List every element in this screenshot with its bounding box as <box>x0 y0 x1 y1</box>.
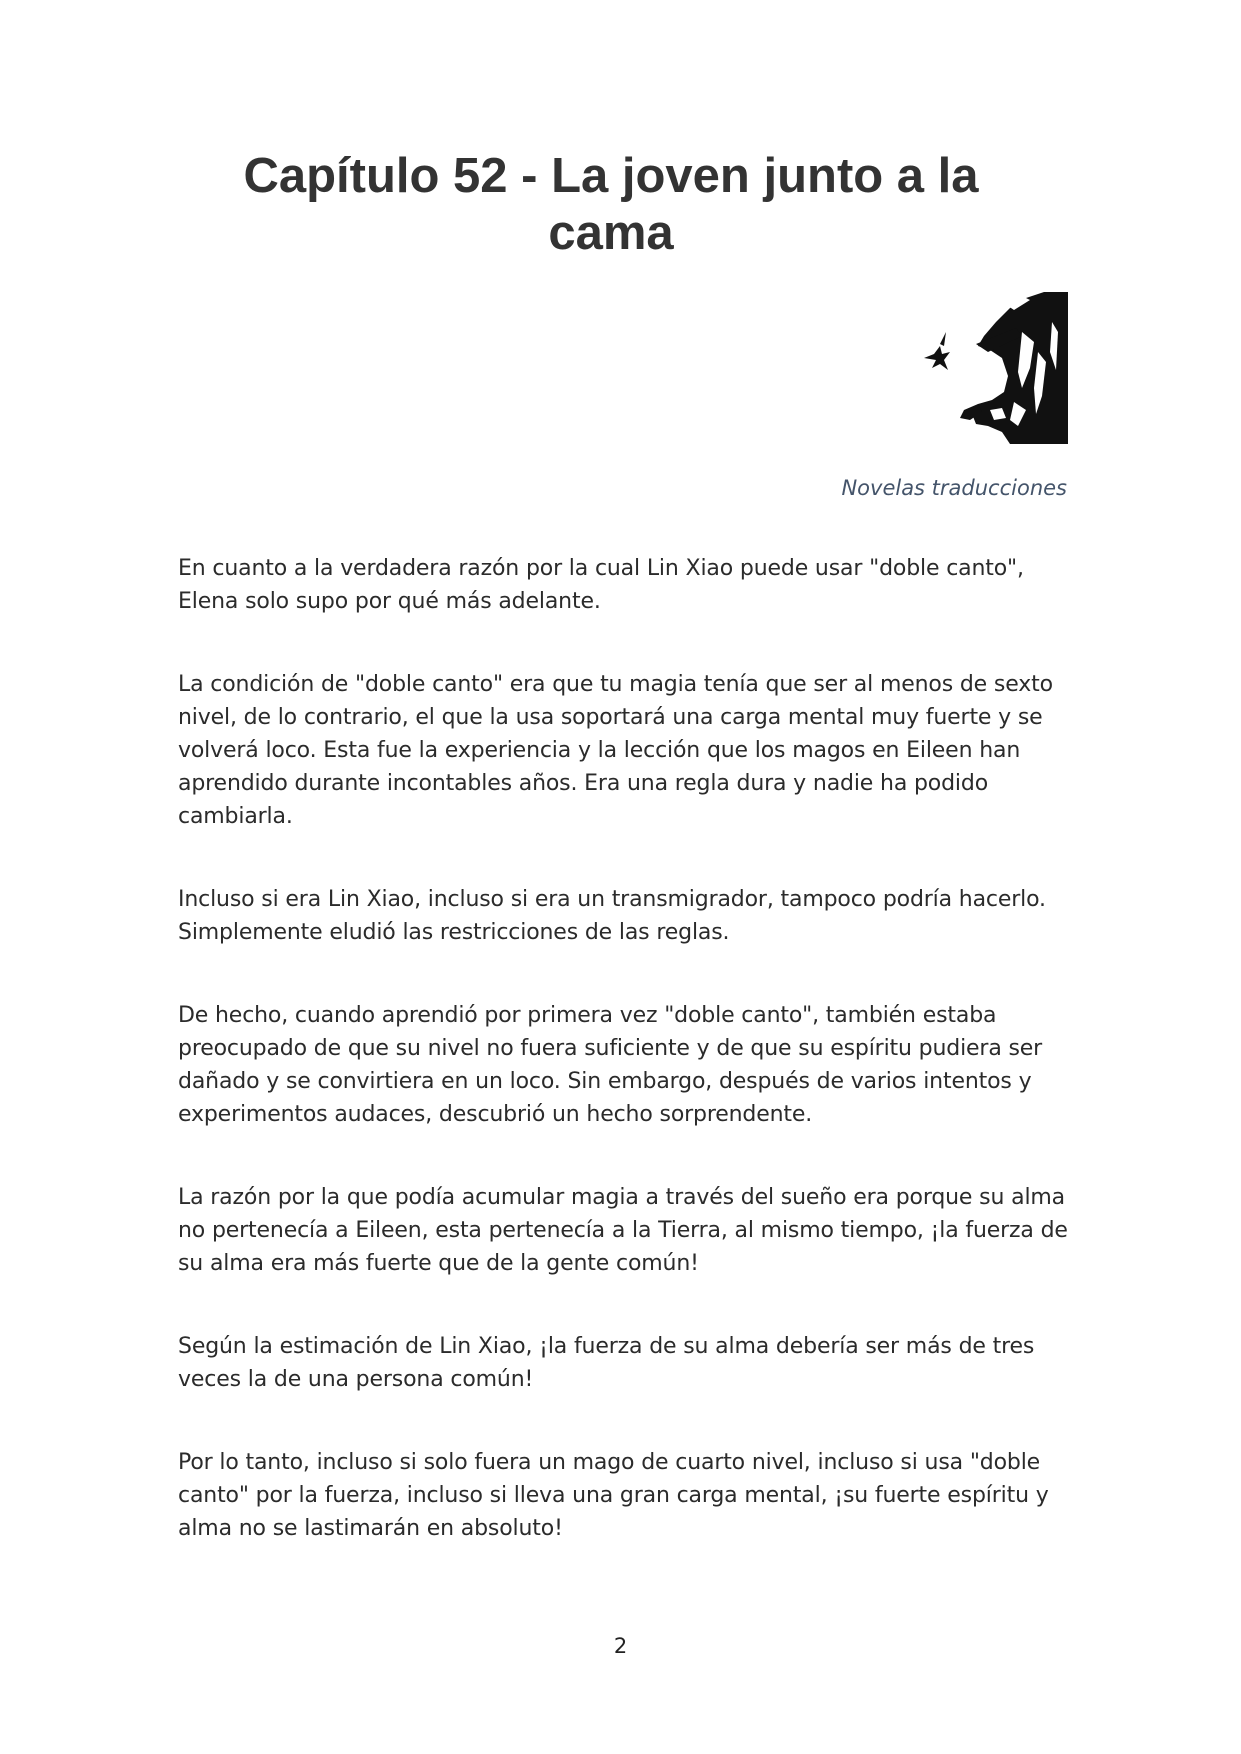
paragraph: Por lo tanto, incluso si solo fuera un mago de cuarto nivel, incluso si usa "doble canto" por la fuerza, incluso si lleva una gran carga mental, ¡su fuerte espíritu y alma no se lastimarán en absoluto! <box>178 1450 1049 1541</box>
paragraph: La condición de "doble canto" era que tu magia tenía que ser al menos de sexto nivel, de lo contrario, el que la usa soportará una carga mental muy fuerte y se volverá loco. Esta fue la experiencia y la lección que los magos en Eileen han aprendido durante incontables años. Era una regla dura y nadie ha podido cambiarla. <box>178 672 1053 829</box>
page-number: 2 <box>613 1634 628 1658</box>
hooded-figure-with-bird-icon <box>918 292 1068 444</box>
paragraph: De hecho, cuando aprendió por primera vez "doble canto", también estaba preocupado de que su nivel no fuera suficiente y de que su espíritu pudiera ser dañado y se convirtiera en un loco. Sin embargo, después de varios intentos y experimentos audaces, descubrió un hecho sorprendente. <box>178 1003 1043 1127</box>
source-caption: Novelas traducciones <box>841 476 1067 500</box>
paragraph: Incluso si era Lin Xiao, incluso si era un transmigrador, tampoco podría hacerlo. Simplemente eludió las restricciones de las reglas. <box>178 887 1046 945</box>
paragraph: En cuanto a la verdadera razón por la cual Lin Xiao puede usar "doble canto", Elena solo supo por qué más adelante. <box>178 556 1024 614</box>
paragraph: Según la estimación de Lin Xiao, ¡la fuerza de su alma debería ser más de tres veces la de una persona común! <box>178 1334 1035 1392</box>
paragraph: La razón por la que podía acumular magia a través del sueño era porque su alma no pertenecía a Eileen, esta pertenecía a la Tierra, al mismo tiempo, ¡la fuerza de su alma era más fuerte que de la gente común! <box>178 1185 1068 1276</box>
chapter-title: Capítulo 52 - La joven junto a la cama <box>243 149 979 260</box>
chapter-body <box>178 552 1078 1595</box>
